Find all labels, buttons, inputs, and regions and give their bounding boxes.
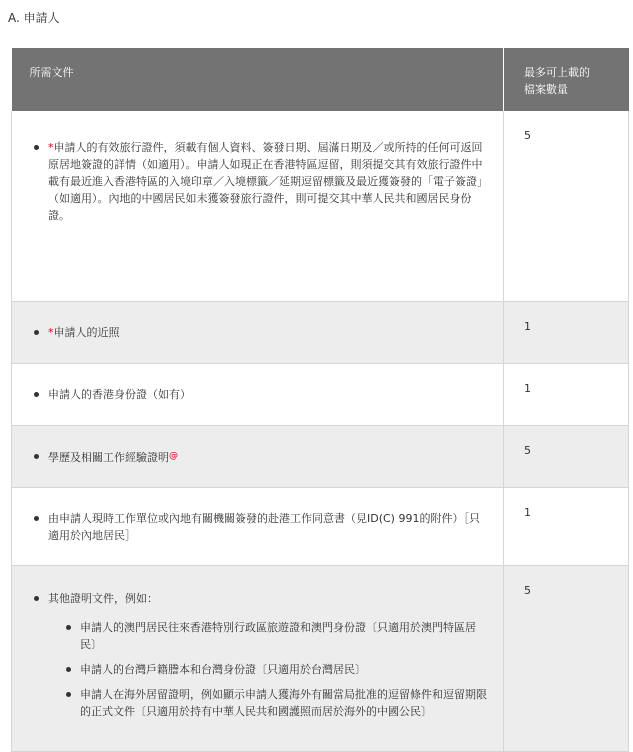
list-item xyxy=(34,386,487,403)
required-documents-table xyxy=(11,48,629,752)
document-description: 申請人的近照 xyxy=(53,325,120,339)
table-row xyxy=(12,301,629,363)
footnote-mark: @ xyxy=(169,450,178,461)
list-item xyxy=(34,139,487,224)
list-item xyxy=(34,448,487,466)
required-mark: * xyxy=(48,141,54,154)
header-required-documents: 所需文件 xyxy=(12,48,504,111)
list-item xyxy=(34,590,487,720)
document-cell xyxy=(12,111,504,301)
document-cell xyxy=(12,363,504,425)
table-row xyxy=(12,487,629,565)
sub-list xyxy=(48,619,487,720)
list-item xyxy=(34,324,487,341)
document-cell xyxy=(12,425,504,487)
table-header-row xyxy=(12,48,629,111)
max-files-cell: 5 xyxy=(504,565,629,751)
sub-list-item: 申請人在海外居留證明，例如顯示申請人獲海外有關當局批准的逗留條件和逗留期限的正式文件〔只適用於持有中華人民共和國護照而居於海外的中國公民〕 xyxy=(66,686,487,720)
list-item xyxy=(34,510,487,544)
document-description: 申請人的香港身份證（如有） xyxy=(48,387,191,401)
header-max-files: 最多可上載的檔案數量 xyxy=(504,48,629,111)
max-files-cell: 1 xyxy=(504,301,629,363)
document-description: 學歷及相關工作經驗證明 xyxy=(48,450,169,464)
document-cell xyxy=(12,301,504,363)
document-cell xyxy=(12,565,504,751)
document-cell xyxy=(12,487,504,565)
document-description: 申請人的有效旅行證件，須載有個人資料、簽發日期、屆滿日期及／或所持的任何可返回原居地簽證的詳情（如適用）。申請人如現正在香港特區逗留，則須提交其有效旅行證件中載有最近進入香港特區的入境印章／入境標籤／延期逗留標籤及最近獲簽發的「電子簽證」（如適用）。內地的中國居民如未獲簽發旅行證件，則可提交其中華人民共和國居民身份證。 xyxy=(48,141,483,222)
sub-list-item: 申請人的澳門居民往來香港特別行政區旅遊證和澳門身份證〔只適用於澳門特區居民〕 xyxy=(66,619,487,653)
document-description: 由申請人現時工作單位或內地有關機關簽發的赴港工作同意書（見ID(C) 991的附件）［只適用於內地居民］ xyxy=(48,511,480,542)
table-row xyxy=(12,111,629,301)
max-files-cell: 1 xyxy=(504,363,629,425)
max-files-cell: 5 xyxy=(504,111,629,301)
max-files-cell: 1 xyxy=(504,487,629,565)
sub-list-item: 申請人的台灣戶籍謄本和台灣身份證〔只適用於台灣居民〕 xyxy=(66,661,487,678)
section-title: A. 申請人 xyxy=(8,11,60,25)
table-row xyxy=(12,565,629,751)
document-description: 其他證明文件，例如： xyxy=(48,591,158,605)
max-files-cell: 5 xyxy=(504,425,629,487)
table-row xyxy=(12,363,629,425)
table-row xyxy=(12,425,629,487)
required-mark: * xyxy=(48,325,54,339)
